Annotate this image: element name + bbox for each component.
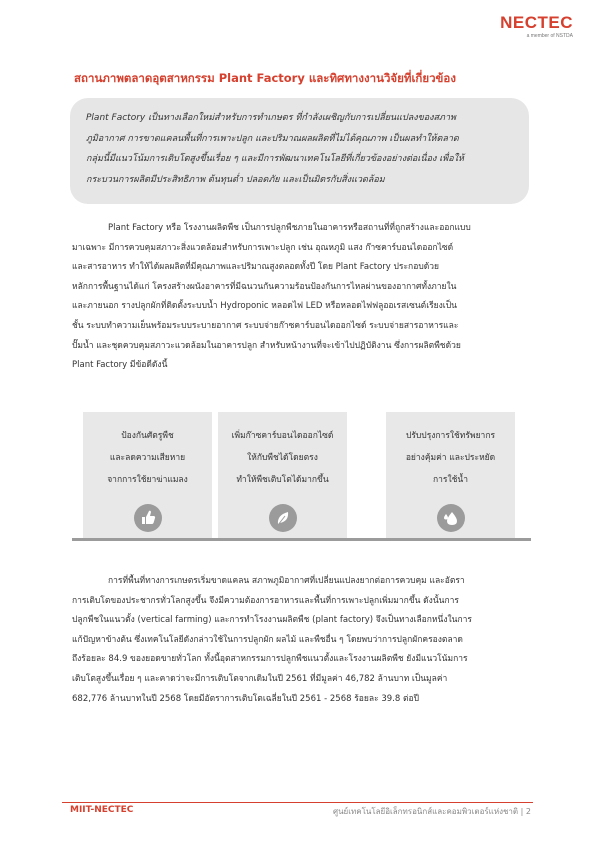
intro-line: กลุ่มนี้มีแนวโน้มการเติบโตสูงขึ้นเรื่อย ๆ และมีการพัฒนาเทคโนโลยีที่เกี่ยวข้องอย่างต่อเนื่อง เพื่อให้ [86, 154, 464, 164]
card-line: จากการใช้ยาฆ่าแมลง [107, 475, 188, 485]
benefit-card-resources [386, 412, 515, 538]
paragraph-line: การที่พื้นที่ทางการเกษตรเริ่มขาดแคลน สภาพภูมิอากาศที่เปลี่ยนแปลงยากต่อการควบคุม และอัตรา [108, 576, 465, 586]
water-drops-icon [437, 504, 465, 532]
intro-line: ภูมิอากาศ การขาดแคลนพื้นที่การเพาะปลูก และปริมาณผลผลิตที่ไม่ได้คุณภาพ เป็นผลทำให้ตลาด [86, 133, 459, 144]
footer-divider [62, 802, 533, 803]
intro-text [86, 108, 516, 190]
card-line: เพิ่มก๊าซคาร์บอนไดออกไซด์ [231, 431, 334, 441]
paragraph-line: แก้ปัญหาข้างต้น ซึ่งเทคโนโลยีดังกล่าวใช้ในการปลูกผัก ผลไม้ และพืชอื่น ๆ โดยพบว่าการปลูกผักครองตลาด [72, 634, 463, 645]
paragraph-line: ปลูกพืชในแนวตั้ง (vertical farming) และการทำโรงงานผลิตพืช (plant factory) จึงเป็นทางเลือกหนึ่งในการ [72, 615, 472, 626]
nectec-logo [487, 14, 573, 39]
thumbs-up-icon [134, 504, 162, 532]
paragraph-line: ถึงร้อยละ 84.9 ของยอดขายทั่วโลก ทั้งนี้อุตสาหกรรมการปลูกพืชแนวตั้งและโรงงานผลิตพืช ยังมีแนวโน้มการ [72, 654, 468, 665]
card-text [218, 425, 347, 491]
paragraph-line: และภายนอก รางปลูกผักที่ติดตั้งระบบน้ำ Hydroponic หลอดไฟ LED หรือหลอดไฟฟลูออเรสเซนต์เรียงเป็น [72, 301, 457, 312]
paragraph-line: เติบโตสูงขึ้นเรื่อย ๆ และคาดว่าจะมีการเติบโตจากเดิมในปี 2561 ที่มีมูลค่า 46,782 ล้านบาท เป็นมูลค่า [72, 673, 448, 684]
card-line: ป้องกันศัตรูพืช [121, 431, 174, 441]
paragraph-plant-factory [72, 219, 532, 376]
benefit-card-co2 [218, 412, 347, 538]
paragraph-line: 682,776 ล้านบาทในปี 2568 โดยมีอัตราการเติบโตเฉลี่ยในปี 2561 - 2568 ร้อยละ 39.8 ต่อปี [72, 693, 419, 704]
cards-divider [72, 538, 531, 541]
intro-line: Plant Factory เป็นทางเลือกใหม่สำหรับการทำเกษตร ที่กำลังเผชิญกับการเปลี่ยนแปลงของสภาพ [86, 113, 456, 123]
card-line: ให้กับพืชได้โดยตรง [247, 453, 318, 463]
logo-subtitle: a member of NSTDA [526, 33, 573, 39]
paragraph-line: มาเฉพาะ มีการควบคุมสภาวะสิ่งแวดล้อมสำหรับการเพาะปลูก เช่น อุณหภูมิ แสง ก๊าซคาร์บอนไดออกไซด์ [72, 242, 454, 253]
logo-text: NECTEC [500, 13, 573, 32]
card-line: และลดความเสียหาย [109, 453, 186, 463]
paragraph-line: Plant Factory หรือ โรงงานผลิตพืช เป็นการปลูกพืชภายในอาคารหรือสถานที่ที่ถูกสร้างและออกแบบ [108, 223, 471, 233]
card-line: ปรับปรุงการใช้ทรัพยากร [405, 431, 496, 441]
benefit-card-pest [83, 412, 212, 538]
card-line: อย่างคุ้มค่า และประหยัด [405, 453, 496, 463]
footer-org: MIIT-NECTEC [70, 805, 134, 815]
card-line: การใช้น้ำ [433, 475, 468, 485]
paragraph-line: ปั๊มน้ำ และชุดควบคุมสภาวะแวดล้อมในอาคารปลูก สำหรับหน้างานที่จะเข้าไปปฏิบัติงาน ซึ่งการผลิตพืชด้วย [72, 340, 461, 351]
card-text [83, 425, 212, 491]
intro-line: กระบวนการผลิตมีประสิทธิภาพ ต้นทุนต่ำ ปลอดภัย และเป็นมิตรกับสิ่งแวดล้อม [86, 174, 385, 185]
paragraph-line: Plant Factory มีข้อดีดังนี้ [72, 360, 168, 371]
card-line: ทำให้พืชเติบโตได้มากขึ้น [236, 475, 329, 485]
paragraph-market [72, 572, 532, 709]
paragraph-line: การเติบโตของประชากรทั่วโลกสูงขึ้น จึงมีความต้องการอาหารและพื้นที่การเพาะปลูกเพิ่มมากขึ้น ดังนั้นการ [72, 595, 459, 606]
paragraph-line: หลักการพื้นฐานได้แก่ โครงสร้างผนังอาคารที่มีฉนวนกันความร้อนป้องกันการไหลผ่านของอากาศทั้งภายใน [72, 281, 457, 292]
paragraph-line: ชั้น ระบบทำความเย็นพร้อมระบบระบายอากาศ ระบบจ่ายก๊าซคาร์บอนไดออกไซด์ ระบบจ่ายสารอาหารและ [72, 320, 459, 331]
page-title: สถานภาพตลาดอุตสาหกรรม Plant Factory และทิศทางงานวิจัยที่เกี่ยวข้อง [74, 71, 456, 85]
paragraph-line: และสารอาหาร ทำให้ได้ผลผลิตที่มีคุณภาพและปริมาณสูงตลอดทั้งปี โดย Plant Factory ประกอบด้วย [72, 262, 439, 273]
card-text [386, 425, 515, 491]
footer-page-info: ศูนย์เทคโนโลยีอิเล็กทรอนิกส์และคอมพิวเตอร์แห่งชาติ | 2 [332, 807, 531, 816]
leaf-icon [269, 504, 297, 532]
